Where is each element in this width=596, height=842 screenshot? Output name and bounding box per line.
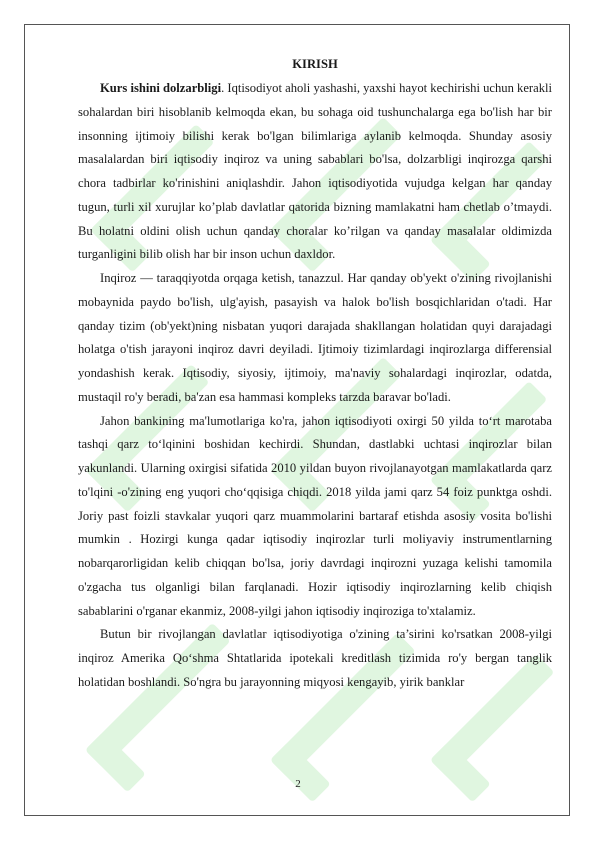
paragraph-text: . Iqtisodiyot aholi yashashi, yaxshi hayot kechirishi uchun kerakli sohalardan biri hisoblanib kelmoqda ekan, bu sohaga oid tushunchalarga ega bo'lish har bir insonning ijtimoiy bilishi kerak bo'lgan bilimlariga aylanib kelmoqda. Shunday asosiy masalalardan biri iqtisodiy inqiroz va uning sabablari bo'lsa, dolzarbligi inqirozga qarshi chora tadbirlar ko'rinishini aniqlashdir. Jahon iqtisodiyotida vujudga kelgan har qanday tugun, turli xil xurujlar ko’plab davlatlar qatorida bizning mamlakatni ham chetlab o’tmaydi. Bu holatni oldini olish uchun qanday choralar ko’rilgan va qanday masalalar oldimizda turganligini bilib olish har bir inson uchun daxldor. [78, 81, 552, 262]
document-title: KIRISH [292, 57, 338, 71]
paragraph-text: Butun bir rivojlangan davlatlar iqtisodiyotiga o'zining ta’sirini ko'rsatkan 2008-yilgi inqiroz Amerika Qo‘shma Shtatlarida ipotekali kreditlash tizimida ro'y bergan tanglik holatidan boshlandi. So'ngra bu jarayonning miqyosi kengayib, yirik banklar [78, 627, 552, 689]
document-body [78, 53, 552, 695]
page-number: 2 [295, 778, 301, 790]
paragraph-relevance [78, 77, 552, 267]
paragraph-text: Inqiroz — taraqqiyotda orqaga ketish, tanazzul. Har qanday ob'yekt o'zining rivojlanishi mobaynida paydo bo'lish, ulg'ayish, pasayish va halok bo'lish bosqichlaridan o'tadi. Har qanday tizim (ob'yekt)ning nisbatan yuqori darajada shakllangan holatidan quyi darajadagi holatga o'tish jarayoni inqiroz davri deyiladi. Ijtimoiy tizimlardagi inqirozlarga differensial yondashish kerak. Iqtisodiy, siyosiy, ijtimoiy, ma'naviy sohalardagi inqirozlar, odatda, mustaqil ro'y beradi, ba'zan esa hammasi kompleks tarzda baravar bo'ladi. [78, 271, 552, 404]
paragraph-lead: Kurs ishini dolzarbligi [100, 81, 222, 95]
paragraph-world-bank [78, 410, 552, 624]
paragraph-crisis-definition [78, 267, 552, 410]
paragraph-text: Jahon bankining ma'lumotlariga ko'ra, jahon iqtisodiyoti oxirgi 50 yilda to‘rt marotaba tashqi qarz to‘lqinini boshidan kechirdi. Shundan, dastlabki uchtasi inqirozlar bilan yakunlandi. Ularning oxirgisi sifatida 2010 yildan buyon rivojlanayotgan mamlakatlarda qarz to'lqini -o'zining eng yuqori cho‘qqisiga chiqdi. 2018 yilda jami qarz 54 foiz punktga oshdi. Joriy past foizli stavkalar yuqori qarz muammolarini bartaraf etishda asosiy vosita bo'lishi mumkin . Hozirgi kunga qadar iqtisodiy inqirozlar turli moliyaviy instrumentlarning nobarqarorligidan kelib chiqqan bo'lsa, joriy davrdagi inqirozni yuzaga kelishi tamomila o'zgacha tus olganligi bilan farqlanadi. Hozir iqtisodiy inqirozlarning kelib chiqish sabablarini o'rganar ekanmiz, 2008-yilgi jahon iqtisodiy inqiroziga to'xtalamiz. [78, 413, 552, 618]
paragraph-2008-crisis [78, 623, 552, 694]
